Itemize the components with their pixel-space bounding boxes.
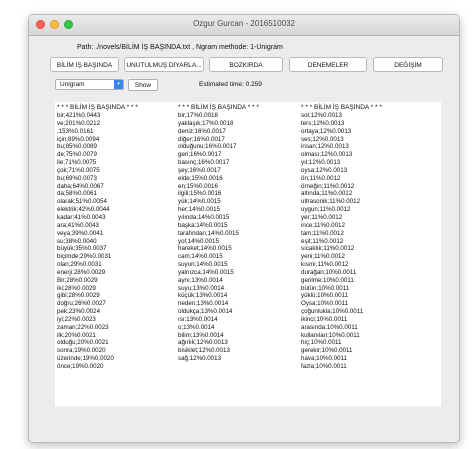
result-row: küçük;13%0.0014 [178, 292, 228, 300]
result-row: olan;29%0.0031 [57, 261, 102, 269]
result-row: ultrasonik;11%0.0012 [301, 198, 361, 206]
result-row: tarafından;14%0.0015 [178, 229, 239, 237]
result-row: gerilme;10%0.0011 [301, 276, 354, 284]
result-row: bir;17%0.0018 [178, 112, 218, 119]
result-row: veya;39%0.0041 [57, 229, 104, 237]
result-row: yol;14%0.0015 [178, 237, 219, 245]
result-row: ikinci;10%0.0011 [301, 315, 348, 323]
result-row: ;153%0.0161 [57, 127, 94, 135]
result-row: ortaya;12%0.0013 [301, 127, 352, 135]
novel-button-denemeler[interactable]: DENEMELER [289, 57, 367, 72]
result-row: hiç;10%0.0011 [301, 339, 342, 347]
result-row: için;89%0.0094 [57, 135, 100, 143]
result-row: deniz;16%0.0017 [178, 127, 226, 135]
result-row: Bir;28%0.0029 [57, 276, 98, 284]
title-bar [29, 15, 459, 36]
result-row: bilim;13%0.0014 [178, 331, 224, 339]
result-row: ilk;20%0.0021 [57, 331, 96, 339]
result-row: fazla;10%0.0011 [301, 363, 347, 370]
result-row: ısı;13%0.0014 [178, 315, 218, 323]
results-panel [55, 102, 441, 406]
result-row: yer;11%0.0012 [301, 213, 343, 221]
result-row: sonra;19%0.0020 [57, 347, 106, 355]
result-row: başka;14%0.0015 [178, 221, 228, 229]
result-row: üzerinde;19%0.0020 [57, 355, 114, 363]
result-row: basınç;16%0.0017 [178, 159, 230, 167]
result-row: doğru;26%0.0027 [57, 300, 106, 308]
result-row: hava;10%0.0011 [301, 355, 347, 363]
result-row: en;15%0.0016 [178, 182, 218, 190]
column-header: * * * BİLİM İŞ BAŞINDA * * * [178, 104, 259, 111]
chevron-updown-icon: ▾ [114, 80, 123, 89]
window-title: Ozgur Gurcan - 2016510032 [193, 19, 295, 28]
result-row: hareket;14%0.0015 [178, 245, 232, 253]
result-row: zaman;22%0.0023 [57, 323, 109, 331]
result-row: o;13%0.0014 [178, 323, 215, 331]
result-row: çoğunlukla;10%0.0011 [301, 308, 364, 316]
result-row: bu;85%0.0089 [57, 143, 97, 151]
result-row: yaklaşık;17%0.0018 [178, 119, 234, 127]
app-window [28, 14, 460, 443]
column-header: * * * BİLİM İŞ BAŞINDA * * * [301, 104, 382, 111]
result-row: iyi;22%0.0023 [57, 315, 96, 323]
results-column-3 [301, 104, 382, 371]
result-row: ara;41%0.0043 [57, 221, 99, 229]
result-row: de;75%0.0079 [57, 151, 97, 159]
result-row: ağırlık;12%0.0013 [178, 339, 228, 347]
result-row: ile;71%0.0075 [57, 159, 97, 167]
result-row: kadar;41%0.0043 [57, 213, 106, 221]
result-row: bir;421%0.0443 [57, 112, 101, 119]
result-row: uygun;11%0.0012 [301, 206, 351, 214]
result-row: cam;14%0.0015 [178, 253, 223, 261]
result-row: gibi;28%0.0029 [57, 292, 100, 300]
ngram-method-value: Unigram [60, 81, 85, 88]
novel-button-degisim[interactable]: DEĞİŞİM [373, 57, 443, 72]
estimated-time-label: Estimated time: 0.259 [199, 81, 262, 88]
result-row: neden;13%0.0014 [178, 300, 229, 308]
result-row: ilgili;15%0.0016 [178, 190, 222, 198]
result-row: da;58%0.0061 [57, 190, 97, 198]
result-row: eşit;11%0.0012 [301, 237, 344, 245]
result-row: şey;16%0.0017 [178, 166, 221, 174]
result-row: olduğunu;16%0.0017 [178, 143, 237, 151]
result-row: bu;69%0.0073 [57, 174, 97, 182]
result-row: çok;71%0.0075 [57, 166, 100, 174]
result-row: yılında;14%0.0015 [178, 213, 230, 221]
result-row: yeni;11%0.0012 [301, 253, 345, 261]
novel-button-unutulmus-diyarlar[interactable]: UNUTULMUŞ DİYARLA... [124, 57, 204, 72]
result-row: elektrik;42%0.0044 [57, 206, 110, 214]
ngram-method-select[interactable] [55, 79, 124, 90]
result-row: aynı;13%0.0014 [178, 276, 223, 284]
result-row: elde;15%0.0016 [178, 174, 223, 182]
result-row: ön;11%0.0012 [301, 174, 341, 182]
result-row: altında;11%0.0012 [301, 190, 353, 198]
novel-button-bilim-is-basinda[interactable]: BİLİM İŞ BAŞINDA [50, 57, 119, 72]
column-header: * * * BİLİM İŞ BAŞINDA * * * [57, 104, 138, 111]
show-button[interactable]: Show [128, 79, 158, 91]
result-row: bisiklet;12%0.0013 [178, 347, 230, 355]
result-row: tam;11%0.0012 [301, 229, 344, 237]
result-row: yıl;12%0.0013 [301, 159, 341, 167]
result-row: arasında;10%0.0011 [301, 323, 358, 331]
result-row: örneğin;11%0.0012 [301, 182, 355, 190]
result-row: iki;28%0.0029 [57, 284, 96, 292]
result-row: geri;16%0.0017 [178, 151, 222, 159]
result-row: suyun;14%0.0015 [178, 261, 228, 269]
result-row: olarak;51%0.0054 [57, 198, 107, 206]
result-row: yüklü;10%0.0011 [301, 292, 349, 300]
result-row: enerji;28%0.0029 [57, 268, 106, 276]
result-row: her;14%0.0015 [178, 206, 220, 214]
result-row: durağan;10%0.0011 [301, 268, 357, 276]
result-row: suyu;13%0.0014 [178, 284, 225, 292]
result-row: büyük;35%0.0037 [57, 245, 107, 253]
result-row: kullanılan;10%0.0011 [301, 331, 360, 339]
result-row: ters;12%0.0013 [301, 119, 345, 127]
result-row: oldukça;13%0.0014 [178, 308, 233, 316]
result-row: ses;12%0.0013 [301, 135, 344, 143]
result-row: su;38%0.0040 [57, 237, 97, 245]
result-row: sıcaklık;11%0.0012 [301, 245, 355, 253]
result-row: biçimde;29%0.0031 [57, 253, 112, 261]
result-row: önce;19%0.0020 [57, 363, 104, 370]
result-row: pek;23%0.0024 [57, 308, 101, 316]
result-row: diğer;16%0.0017 [178, 135, 225, 143]
novel-button-bozkirda[interactable]: BOZKIRDA [209, 57, 283, 72]
result-row: insan;12%0.0013 [301, 143, 349, 151]
results-column-1 [57, 104, 138, 371]
path-label: Path: ./novels/BİLİM İŞ BAŞINDA.txt , Ngram methode: 1-Unigram [77, 44, 283, 51]
result-row: oysa;12%0.0013 [301, 166, 348, 174]
result-row: ve;201%0.0212 [57, 119, 101, 127]
result-row: yalnızca;14%0.0015 [178, 268, 234, 276]
result-row: sol;12%0.0013 [301, 112, 342, 119]
result-row: bütün;10%0.0011 [301, 284, 350, 292]
result-row: Oysa;10%0.0011 [301, 300, 349, 308]
result-row: gerekir;10%0.0011 [301, 347, 353, 355]
result-row: kısmı;11%0.0012 [301, 261, 349, 269]
result-row: olması;12%0.0013 [301, 151, 353, 159]
results-column-2 [178, 104, 259, 363]
result-row: sağ;12%0.0013 [178, 355, 222, 363]
result-row: ince;11%0.0012 [301, 221, 345, 229]
result-row: olduğu;20%0.0021 [57, 339, 109, 347]
result-row: daha;64%0.0067 [57, 182, 104, 190]
result-row: yük;14%0.0015 [178, 198, 221, 206]
